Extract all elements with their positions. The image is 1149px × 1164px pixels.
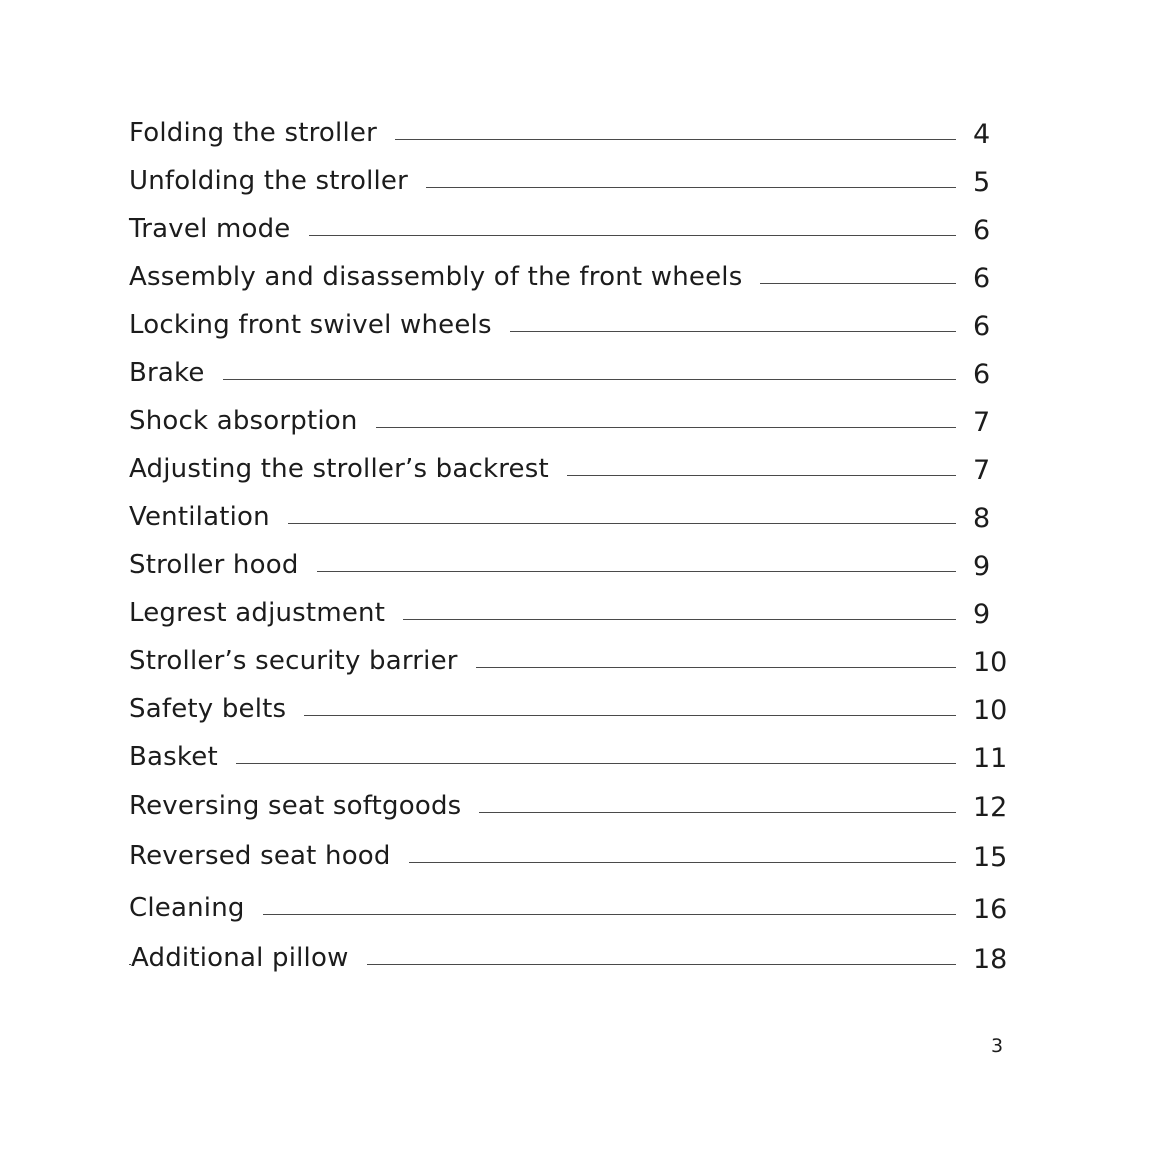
toc-entry[interactable] <box>129 736 1009 784</box>
toc-entry-page: 4 <box>973 119 991 150</box>
toc-entry-page: 10 <box>973 695 1008 726</box>
toc-entry-title: Reversed seat hood <box>129 838 409 874</box>
toc-entry-page: 5 <box>973 167 991 198</box>
toc-entry-page: 8 <box>973 503 991 534</box>
toc-entry[interactable] <box>129 887 1009 935</box>
toc-entry-page: 6 <box>973 359 991 390</box>
toc-entry-title: Additional pillow <box>131 940 367 976</box>
toc-entry-title: Brake <box>129 355 223 391</box>
toc-entry[interactable] <box>129 304 1009 352</box>
toc-entry-title: Reversing seat softgoods <box>129 788 479 824</box>
toc-entry-title: Unfolding the stroller <box>129 163 426 199</box>
toc-entry-title: Folding the stroller <box>129 115 395 151</box>
toc-entry[interactable] <box>129 835 1009 883</box>
toc-entry[interactable] <box>129 640 1009 688</box>
toc-entry-title: Stroller hood <box>129 547 317 583</box>
toc-entry-page: 11 <box>973 743 1008 774</box>
toc-entry-page: 18 <box>973 944 1008 975</box>
toc-entry-page: 9 <box>973 599 991 630</box>
toc-entry[interactable] <box>129 208 1009 256</box>
toc-entry-title: Legrest adjustment <box>129 595 403 631</box>
toc-entry-page: 6 <box>973 215 991 246</box>
toc-entry-page: 9 <box>973 551 991 582</box>
toc-entry[interactable] <box>129 256 1009 304</box>
toc-entry-title: Safety belts <box>129 691 304 727</box>
toc-entry[interactable] <box>129 785 1009 833</box>
toc-entry-page: 16 <box>973 894 1008 925</box>
toc-entry-page: 6 <box>973 263 991 294</box>
toc-entry[interactable] <box>129 496 1009 544</box>
dotted-leader <box>129 379 956 380</box>
toc-entry-title: Adjusting the stroller’s backrest <box>129 451 567 487</box>
toc-entry[interactable] <box>129 352 1009 400</box>
toc-entry-page: 12 <box>973 792 1008 823</box>
toc-entry[interactable] <box>129 400 1009 448</box>
toc-entry[interactable] <box>129 937 1009 985</box>
toc-entry-page: 10 <box>973 647 1008 678</box>
toc-entry-page: 7 <box>973 455 991 486</box>
toc-entry-title: Basket <box>129 739 236 775</box>
toc-entry-page: 6 <box>973 311 991 342</box>
toc-entry-title: Locking front swivel wheels <box>129 307 510 343</box>
toc-entry[interactable] <box>129 544 1009 592</box>
toc-entry-title: Ventilation <box>129 499 288 535</box>
toc-entry-title: Assembly and disassembly of the front wheels <box>129 259 760 295</box>
toc-entry[interactable] <box>129 112 1009 160</box>
toc-entry-title: Cleaning <box>129 890 263 926</box>
toc-entry-title: Travel mode <box>129 211 309 247</box>
toc-entry[interactable] <box>129 448 1009 496</box>
dotted-leader <box>129 763 956 764</box>
toc-entry[interactable] <box>129 160 1009 208</box>
toc-entry[interactable] <box>129 688 1009 736</box>
toc-entry-title: Stroller’s security barrier <box>129 643 476 679</box>
toc-entry-title: Shock absorption <box>129 403 376 439</box>
toc-entry-page: 7 <box>973 407 991 438</box>
toc-entry[interactable] <box>129 592 1009 640</box>
toc-entry-page: 15 <box>973 842 1008 873</box>
table-of-contents <box>129 112 1009 985</box>
page-number: 3 <box>991 1035 1004 1057</box>
